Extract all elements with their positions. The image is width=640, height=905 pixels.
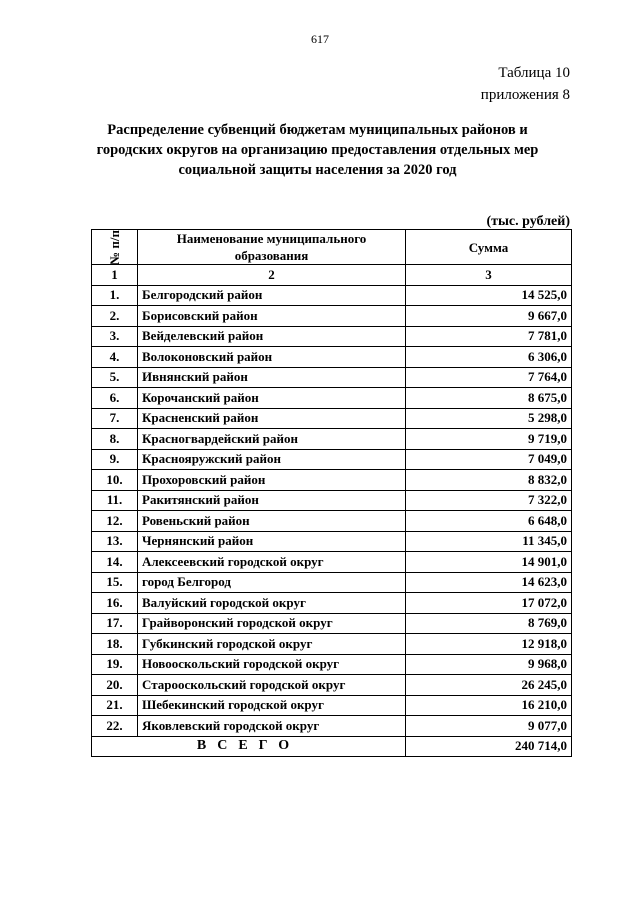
table-row: [92, 634, 572, 655]
row-number: 18.: [92, 634, 138, 655]
table-row: [92, 306, 572, 327]
table-row: [92, 552, 572, 573]
row-number: 3.: [92, 326, 138, 347]
title-line-1: Распределение субвенций бюджетам муниципальных районов и: [107, 122, 528, 138]
row-name: Новооскольский городской округ: [138, 654, 406, 675]
row-name: Борисовский район: [138, 306, 406, 327]
table-row: [92, 367, 572, 388]
table-row: [92, 285, 572, 306]
table-row: [92, 326, 572, 347]
row-name: город Белгород: [138, 572, 406, 593]
row-name: Волоконовский район: [138, 347, 406, 368]
row-number: 16.: [92, 593, 138, 614]
table-row: [92, 388, 572, 409]
row-sum: 14 901,0: [406, 552, 572, 573]
row-name: Ивнянский район: [138, 367, 406, 388]
table-header-row: [92, 230, 572, 265]
row-name: Вейделевский район: [138, 326, 406, 347]
row-sum: 14 525,0: [406, 285, 572, 306]
header-name-line-1: Наименование муниципального: [176, 231, 367, 246]
header-num-label: № п/п: [107, 229, 122, 265]
table-row: [92, 675, 572, 696]
row-sum: 16 210,0: [406, 695, 572, 716]
row-sum: 9 077,0: [406, 716, 572, 737]
table-caption: [481, 62, 570, 106]
row-sum: 7 781,0: [406, 326, 572, 347]
row-number: 2.: [92, 306, 138, 327]
table-row: [92, 429, 572, 450]
row-sum: 8 769,0: [406, 613, 572, 634]
page-number: 617: [311, 32, 329, 46]
row-sum: 11 345,0: [406, 531, 572, 552]
row-name: Старооскольский городской округ: [138, 675, 406, 696]
row-sum: 9 968,0: [406, 654, 572, 675]
table-row: [92, 490, 572, 511]
row-number: 15.: [92, 572, 138, 593]
row-name: Краснояружский район: [138, 449, 406, 470]
title-line-3: социальной защиты населения за 2020 год: [178, 162, 457, 178]
row-sum: 17 072,0: [406, 593, 572, 614]
total-label: ВСЕГО: [92, 736, 406, 757]
row-name: Шебекинский городской округ: [138, 695, 406, 716]
header-name: [138, 230, 406, 265]
row-sum: 7 322,0: [406, 490, 572, 511]
table-row: [92, 347, 572, 368]
row-name: Губкинский городской округ: [138, 634, 406, 655]
column-index: 2: [138, 265, 406, 286]
row-number: 5.: [92, 367, 138, 388]
row-number: 13.: [92, 531, 138, 552]
row-name: Ровеньский район: [138, 511, 406, 532]
table-row: [92, 470, 572, 491]
table-row: [92, 593, 572, 614]
row-number: 21.: [92, 695, 138, 716]
row-name: Чернянский район: [138, 531, 406, 552]
table-row: [92, 531, 572, 552]
document-title: [95, 120, 540, 180]
row-sum: 7 764,0: [406, 367, 572, 388]
table-row: [92, 511, 572, 532]
row-sum: 7 049,0: [406, 449, 572, 470]
title-line-2: городских округов на организацию предоставления отдельных мер: [96, 142, 539, 158]
row-sum: 8 675,0: [406, 388, 572, 409]
header-sum: Сумма: [406, 230, 572, 265]
row-number: 9.: [92, 449, 138, 470]
row-number: 7.: [92, 408, 138, 429]
row-number: 17.: [92, 613, 138, 634]
row-name: Ракитянский район: [138, 490, 406, 511]
row-sum: 5 298,0: [406, 408, 572, 429]
row-name: Алексеевский городской округ: [138, 552, 406, 573]
row-number: 20.: [92, 675, 138, 696]
column-index-row: [92, 265, 572, 286]
table-row: [92, 572, 572, 593]
units-label: (тыс. рублей): [486, 214, 570, 229]
row-sum: 12 918,0: [406, 634, 572, 655]
table-row: [92, 654, 572, 675]
row-sum: 8 832,0: [406, 470, 572, 491]
table-row: [92, 408, 572, 429]
row-sum: 26 245,0: [406, 675, 572, 696]
row-number: 4.: [92, 347, 138, 368]
row-name: Прохоровский район: [138, 470, 406, 491]
row-number: 11.: [92, 490, 138, 511]
header-num: [92, 230, 138, 265]
row-number: 10.: [92, 470, 138, 491]
row-sum: 9 719,0: [406, 429, 572, 450]
header-name-line-2: образования: [234, 248, 309, 263]
row-sum: 9 667,0: [406, 306, 572, 327]
row-name: Валуйский городской округ: [138, 593, 406, 614]
row-name: Корочанский район: [138, 388, 406, 409]
row-name: Яковлевский городской округ: [138, 716, 406, 737]
table-row: [92, 613, 572, 634]
row-number: 1.: [92, 285, 138, 306]
row-number: 12.: [92, 511, 138, 532]
row-number: 22.: [92, 716, 138, 737]
row-sum: 6 306,0: [406, 347, 572, 368]
table-body: [92, 285, 572, 736]
row-name: Белгородский район: [138, 285, 406, 306]
caption-appendix: приложения 8: [480, 87, 570, 103]
row-sum: 6 648,0: [406, 511, 572, 532]
row-number: 8.: [92, 429, 138, 450]
row-number: 6.: [92, 388, 138, 409]
total-sum: 240 714,0: [406, 736, 572, 757]
table-row: [92, 716, 572, 737]
total-row: [92, 736, 572, 757]
table-row: [92, 695, 572, 716]
row-number: 19.: [92, 654, 138, 675]
column-index: 3: [406, 265, 572, 286]
row-name: Красненский район: [138, 408, 406, 429]
column-index: 1: [92, 265, 138, 286]
row-name: Красногвардейский район: [138, 429, 406, 450]
subsidy-table: [91, 229, 572, 757]
row-name: Грайворонский городской округ: [138, 613, 406, 634]
caption-table-number: Таблица 10: [498, 65, 570, 81]
table-row: [92, 449, 572, 470]
row-number: 14.: [92, 552, 138, 573]
row-sum: 14 623,0: [406, 572, 572, 593]
